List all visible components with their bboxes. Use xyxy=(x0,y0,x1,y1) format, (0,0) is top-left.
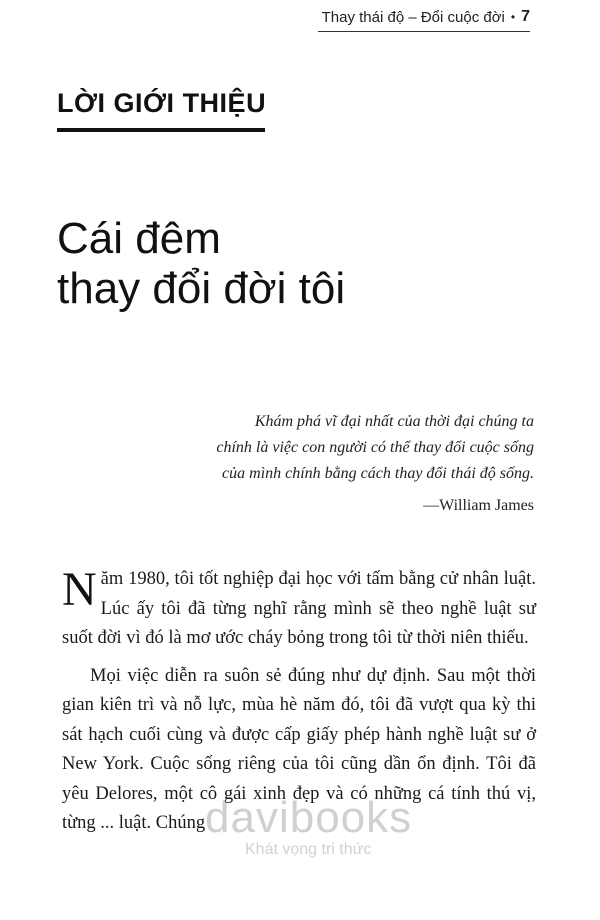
watermark-logo: davibooks xyxy=(205,793,413,842)
paragraph-1-text: ăm 1980, tôi tốt nghiệp đại học với tấm bằng cử nhân luật. Lúc ấy tôi đã từng nghĩ rằng mình sẽ theo nghề luật sư suốt đời vì đó là mơ ước cháy bỏng trong tôi từ thời niên thiếu. xyxy=(62,569,536,648)
epigraph xyxy=(216,409,534,519)
running-header-title: Thay thái độ – Đổi cuộc đời xyxy=(321,8,505,26)
chapter-title-line-2: thay đổi đời tôi xyxy=(57,264,346,313)
paragraph-2: Mọi việc diễn ra suôn sẻ đúng như dự định. Sau một thời gian kiên trì và nỗ lực, mùa hè năm đó, tôi đã vượt qua kỳ thi sát hạch cuối cùng và được cấp giấy phép hành nghề luật sư ở New York. Cuộc sống riêng của tôi cũng dần ổn định. Tôi đã yêu Delores, một cô gái xinh đẹp và có những cá tính thú vị, từng ... luật. Chúng xyxy=(62,665,536,833)
chapter-title xyxy=(57,214,345,314)
header-divider xyxy=(318,31,530,32)
epigraph-author: —William James xyxy=(423,497,534,514)
bullet-separator: • xyxy=(510,10,516,24)
drop-cap: N xyxy=(62,563,97,616)
body-text xyxy=(62,563,536,842)
running-header xyxy=(322,8,530,26)
section-label: LỜI GIỚI THIỆU xyxy=(57,88,267,118)
epigraph-line-3: của mình chính bằng cách thay đổi thái độ sống. xyxy=(222,465,534,482)
chapter-title-line-1: Cái đêm xyxy=(57,214,221,263)
epigraph-line-2: chính là việc con người có thể thay đổi cuộc sống xyxy=(216,439,534,456)
epigraph-line-1: Khám phá vĩ đại nhất của thời đại chúng ta xyxy=(254,413,534,430)
section-underline xyxy=(57,128,265,132)
paragraph-1 xyxy=(62,565,536,654)
page-number: 7 xyxy=(521,8,530,25)
watermark-tagline: Khát vọng tri thức xyxy=(245,841,372,858)
